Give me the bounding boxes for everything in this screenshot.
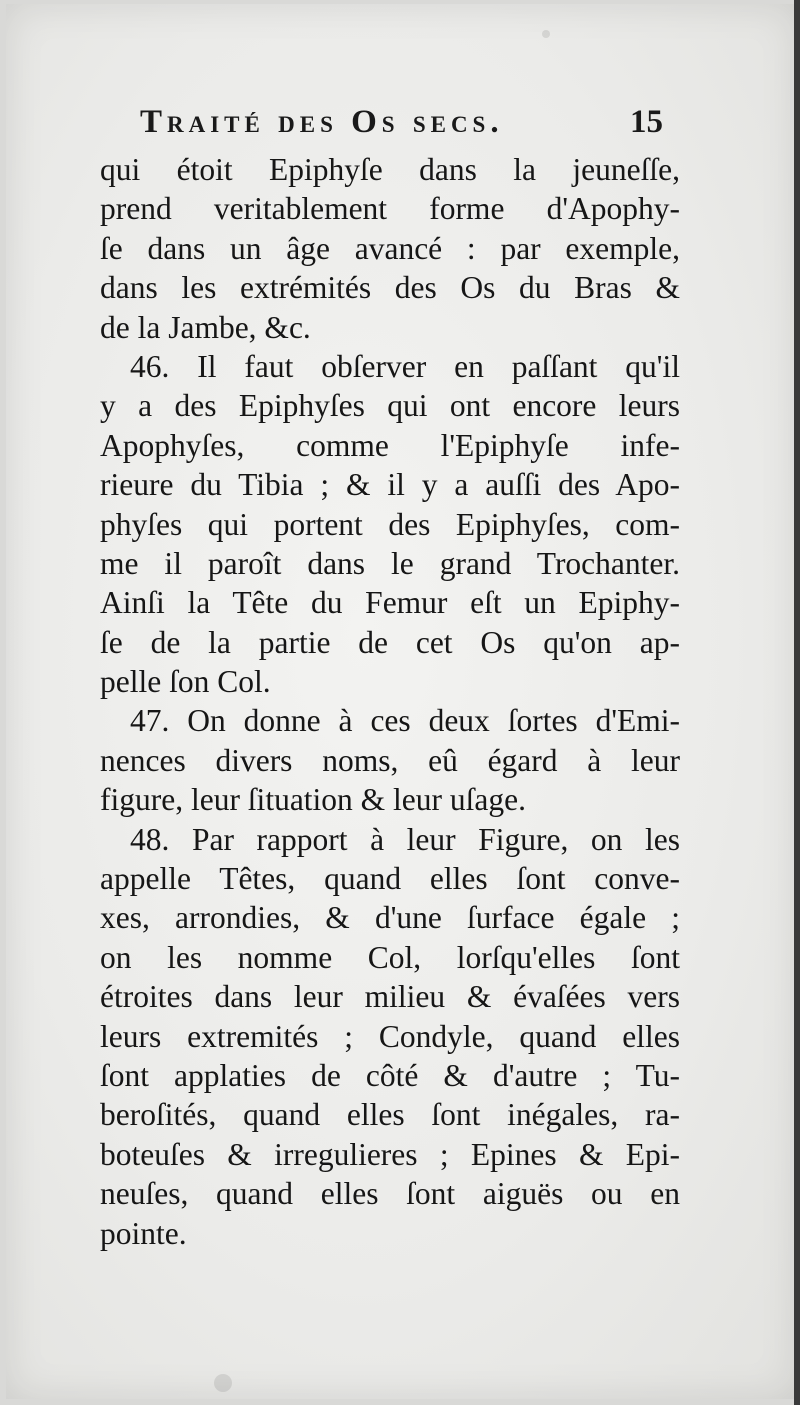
text-line: figure, leur ſituation & leur uſage. bbox=[100, 782, 526, 818]
text-line: étroites dans leur milieu & évaſées vers bbox=[100, 979, 680, 1015]
running-header bbox=[140, 104, 663, 154]
ink-smudge bbox=[542, 30, 550, 38]
text-line: beroſités, quand elles ſont inégales, ra- bbox=[100, 1097, 680, 1133]
text-line: xes, arrondies, & d'une ſurface égale ; bbox=[100, 900, 680, 936]
text-line: rieure du Tibia ; & il y a auſſi des Apo- bbox=[100, 467, 680, 503]
text-line: me il paroît dans le grand Trochanter. bbox=[100, 545, 680, 581]
text-line: pelle ſon Col. bbox=[100, 664, 271, 700]
text-line: y a des Epiphyſes qui ont encore leurs bbox=[100, 388, 680, 424]
text-line: phyſes qui portent des Epiphyſes, com- bbox=[100, 506, 680, 542]
text-line: ſe de la partie de cet Os qu'on ap- bbox=[100, 624, 680, 660]
text-line: Ainſi la Tête du Femur eſt un Epiphy- bbox=[100, 585, 680, 621]
text-line: appelle Têtes, quand elles ſont conve- bbox=[100, 861, 680, 897]
text-line: pointe. bbox=[100, 1215, 187, 1251]
text-line: on les nomme Col, lorſqu'elles ſont bbox=[100, 939, 680, 975]
text-line: prend veritablement forme d'Apophy- bbox=[100, 191, 680, 227]
text-line: qui étoit Epiphyſe dans la jeuneſſe, bbox=[100, 152, 680, 187]
text-line: boteuſes & irregulieres ; Epines & Epi- bbox=[100, 1136, 680, 1172]
text-line: neuſes, quand elles ſont aiguës ou en bbox=[100, 1176, 680, 1212]
text-line: ſont applaties de côté & d'autre ; Tu- bbox=[100, 1057, 680, 1093]
text-line: leurs extremités ; Condyle, quand elles bbox=[100, 1018, 680, 1054]
running-title: Traité des Os secs. bbox=[140, 104, 504, 140]
text-line: dans les extrémités des Os du Bras & bbox=[100, 270, 680, 306]
page-number: 15 bbox=[630, 104, 663, 140]
paragraph-46-start: 46. Il faut obſerver en paſſant qu'il bbox=[130, 348, 680, 384]
text-line: Apophyſes, comme l'Epiphyſe infe- bbox=[100, 427, 680, 463]
body-text bbox=[100, 150, 680, 1253]
ink-smudge bbox=[214, 1374, 232, 1392]
text-line: nences divers noms, eû égard à leur bbox=[100, 742, 680, 778]
text-line: de la Jambe, &c. bbox=[100, 309, 311, 345]
paragraph-48-start: 48. Par rapport à leur Figure, on les bbox=[130, 821, 680, 857]
paragraph-47-start: 47. On donne à ces deux ſortes d'Emi- bbox=[130, 703, 680, 739]
text-line: ſe dans un âge avancé : par exemple, bbox=[100, 230, 680, 266]
page-edge bbox=[794, 0, 800, 1405]
